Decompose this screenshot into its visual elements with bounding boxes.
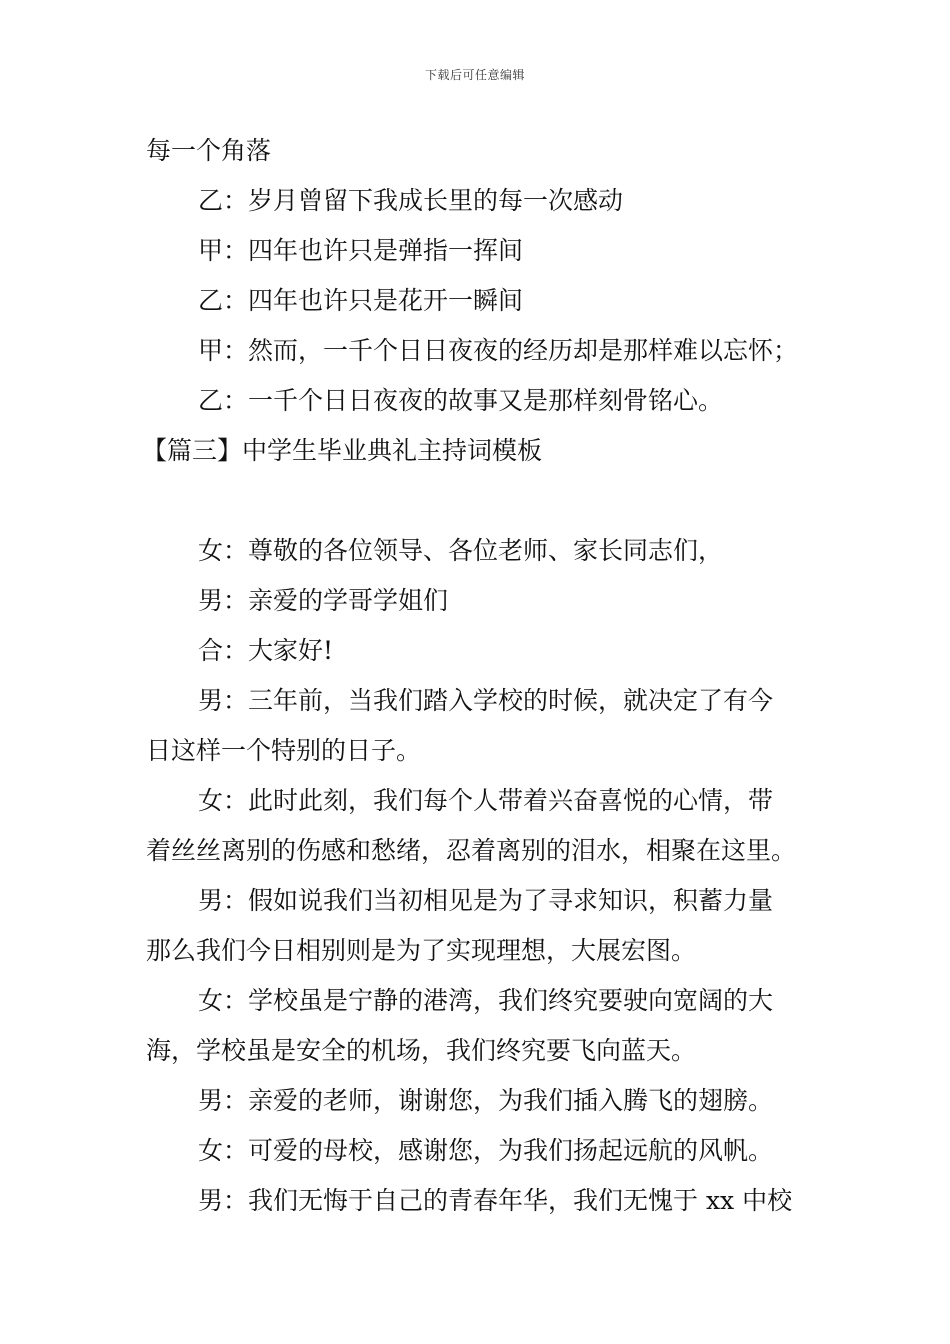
dialogue-line: 男：三年前，当我们踏入学校的时候，就决定了有今 [198, 686, 774, 715]
dialogue-line: 女：可爱的母校，感谢您，为我们扬起远航的风帆。 [198, 1136, 774, 1165]
dialogue-line: 合：大家好! [198, 636, 334, 665]
document-body [142, 126, 810, 1226]
dialogue-line: 乙：四年也许只是花开一瞬间 [198, 286, 524, 315]
dialogue-line: 甲：四年也许只是弹指一挥间 [198, 236, 524, 265]
dialogue-line: 男：假如说我们当初相见是为了寻求知识，积蓄力量 [198, 886, 774, 915]
dialogue-line: 男：亲爱的老师，谢谢您，为我们插入腾飞的翅膀。 [198, 1086, 774, 1115]
dialogue-line: 女：此时此刻，我们每个人带着兴奋喜悦的心情，带 [198, 786, 774, 815]
continuation-line: 日这样一个特别的日子。 [146, 736, 422, 765]
page-header: 下载后可任意编辑 [424, 68, 525, 82]
dialogue-line: 乙：岁月曾留下我成长里的每一次感动 [198, 186, 624, 215]
section-heading: 【篇三】中学生毕业典礼主持词模板 [142, 436, 543, 465]
continuation-line: 着丝丝离别的伤感和愁绪，忍着离别的泪水，相聚在这里。 [146, 836, 797, 865]
dialogue-line: 女：学校虽是宁静的港湾，我们终究要驶向宽阔的大 [198, 986, 774, 1015]
dialogue-line: 女：尊敬的各位领导、各位老师、家长同志们， [198, 536, 724, 565]
dialogue-line: 乙：一千个日日夜夜的故事又是那样刻骨铭心。 [198, 386, 724, 415]
dialogue-line: 男：我们无悔于自己的青春年华，我们无愧于 xx 中校 [198, 1186, 793, 1215]
blank-line [146, 476, 810, 526]
text-line: 每一个角落 [146, 136, 272, 165]
continuation-line: 那么我们今日相别则是为了实现理想，大展宏图。 [146, 936, 697, 965]
dialogue-line: 男：亲爱的学哥学姐们 [198, 586, 449, 615]
continuation-line: 海，学校虽是安全的机场，我们终究要飞向蓝天。 [146, 1036, 697, 1065]
dialogue-line: 甲：然而，一千个日日夜夜的经历却是那样难以忘怀； [198, 336, 799, 365]
